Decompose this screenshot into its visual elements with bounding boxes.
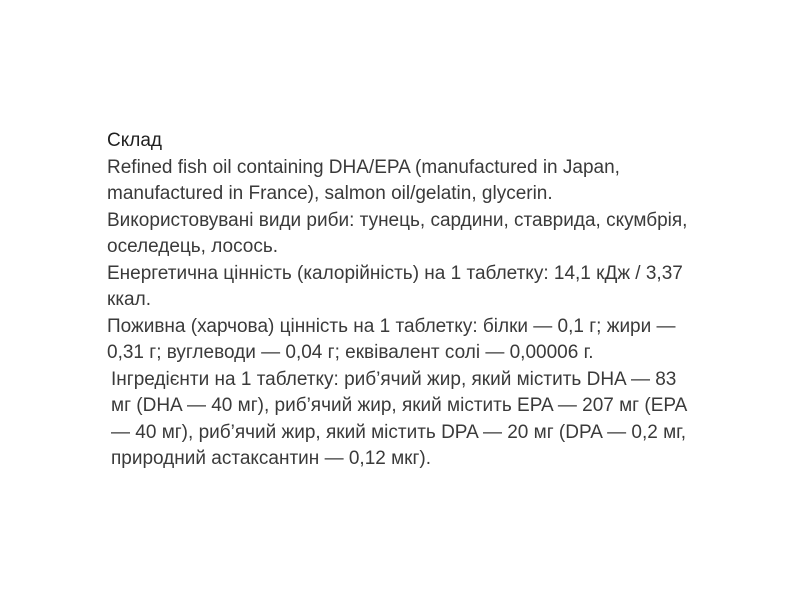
nutrition-value-paragraph: Поживна (харчова) цінність на 1 таблетку: білки — 0,1 г; жири — 0,31 г; вуглеводи — 0,04 г; еквівалент солі — 0,00006 г. (107, 315, 676, 363)
composition-heading: Склад (107, 130, 162, 151)
fish-species-paragraph: Використовувані види риби: тунець, сардини, ставрида, скумбрія, оселедець, лосось. (107, 209, 688, 257)
composition-section (107, 128, 697, 473)
per-tablet-ingredients-paragraph: Інгредієнти на 1 таблетку: риб’ячий жир, який містить DHA — 83 мг (DHA — 40 мг), риб’ячий жир, який містить EPA — 207 мг (EPA — 40 мг), риб’ячий жир, який містить DPA — 20 мг (DPA — 0,2 мг, природний астаксантин — 0,12 мкг). (111, 368, 687, 469)
ingredients-paragraph: Refined fish oil containing DHA/EPA (manufactured in Japan, manufactured in France), salmon oil/gelatin, glycerin. (107, 156, 620, 204)
energy-value-paragraph: Енергетична цінність (калорійність) на 1 таблетку: 14,1 кДж / 3,37 ккал. (107, 262, 683, 310)
